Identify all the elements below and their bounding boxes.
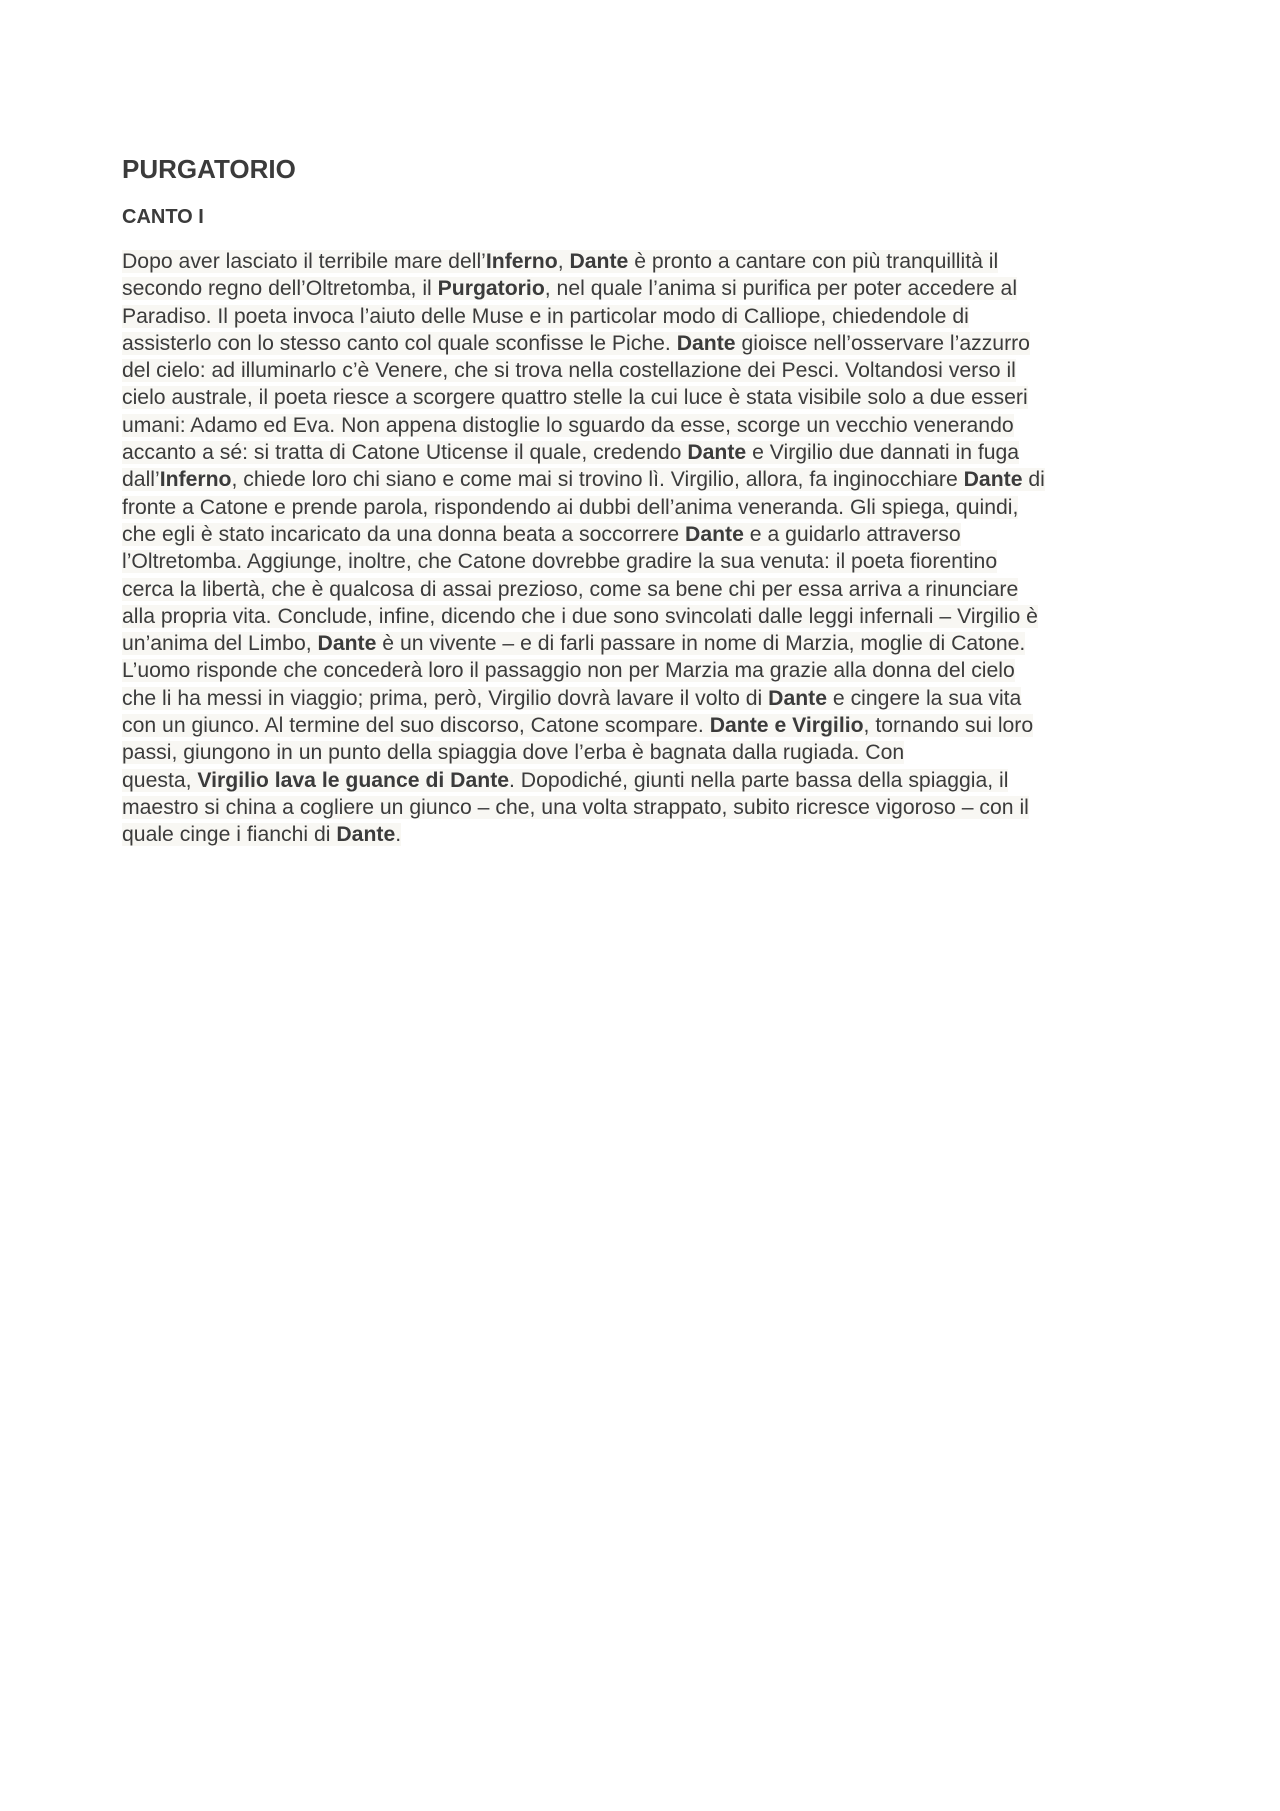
bold-text: Dante [685,522,744,546]
text-run: fronte a Catone e prende parola, rispondendo ai dubbi dell’anima veneranda. Gli spiega, quindi, [122,495,1019,519]
paragraph-line [122,466,1045,493]
text-run: e a guidarlo attraverso [743,522,961,546]
paragraph-line [122,521,1045,548]
paragraph-line [122,821,1045,848]
text-run: questa, [122,768,198,792]
bold-text: Dante [317,632,377,656]
bold-text: Dante [676,331,736,355]
text-run: assisterlo con lo stesso canto col quale sconfisse le Piche. [122,331,677,355]
text-run: passi, giungono in un punto della spiaggia dove l’erba è bagnata dalla rugiada. Con [122,741,905,765]
bold-text: Dante e Virgilio [709,714,864,738]
paragraph-line [122,576,1045,603]
paragraph-line [122,330,1045,357]
paragraph-line [122,767,1045,794]
paragraph-line [122,439,1045,466]
paragraph-line [122,275,1045,302]
text-run: maestro si china a cogliere un giunco – che, una volta strappato, subito ricresce vigoroso – con il [122,795,1029,819]
paragraph-line [122,794,1045,821]
paragraph-line [122,685,1045,712]
text-run: , nel quale l’anima si purifica per poter accedere al [544,277,1018,301]
paragraph-line [122,248,1045,275]
paragraph-line [122,494,1045,521]
text-run: del cielo: ad illuminarlo c’è Venere, che si trova nella costellazione dei Pesci. Voltandosi verso il [122,359,1016,383]
text-run: che egli è stato incaricato da una donna beata a soccorrere [122,522,686,546]
text-run: . Dopodiché, giunti nella parte bassa della spiaggia, il [509,768,1009,792]
text-run: L’uomo risponde che concederà loro il passaggio non per Marzia ma grazie alla donna del cielo [122,659,1015,683]
text-run: , tornando sui loro [863,714,1034,738]
text-run: , chiede loro chi siano e come mai si trovino lì. Virgilio, allora, fa inginocchiare [231,468,964,492]
bold-text: Dante [569,250,629,273]
text-run: secondo regno dell’Oltretomba, il [122,277,438,301]
text-run: che li ha messi in viaggio; prima, però, Virgilio dovrà lavare il volto di [122,686,769,710]
document-title: PURGATORIO [122,154,296,184]
bold-text: Dante [963,468,1023,492]
text-run: , [557,250,570,273]
text-run: l’Oltretomba. Aggiunge, inoltre, che Catone dovrebbe gradire la sua venuta: il poeta fiorentino [122,550,998,574]
text-run: con un giunco. Al termine del suo discorso, Catone scompare. [122,714,710,738]
paragraph-line [122,657,1045,684]
text-run: accanto a sé: si tratta di Catone Uticense il quale, credendo [122,441,688,465]
text-run: di [1022,468,1045,492]
text-run: gioisce nell’osservare l’azzurro [735,331,1030,355]
text-run: quale cinge i fianchi di [122,823,337,847]
text-run: è un vivente – e di farli passare in nome di Marzia, moglie di Catone. [376,632,1026,656]
paragraph-line [122,412,1045,439]
paragraph-line [122,357,1045,384]
bold-text: Virgilio lava le guance di Dante [197,768,510,792]
paragraph-line [122,603,1045,630]
text-run: . [395,823,402,847]
text-run: e cingere la sua vita [827,686,1022,710]
text-run: alla propria vita. Conclude, infine, dicendo che i due sono svincolati dalle leggi infernali – Virgilio è [122,604,1038,628]
text-run: è pronto a cantare con più tranquillità il [628,250,999,273]
canto-heading: CANTO I [122,206,204,228]
summary-paragraph [122,248,1045,849]
text-run: un’anima del Limbo, [122,632,318,656]
paragraph-line [122,739,1045,766]
paragraph-line [122,712,1045,739]
text-run: e Virgilio due dannati in fuga [746,441,1020,465]
paragraph-line [122,548,1045,575]
paragraph-line [122,303,1045,330]
text-run: cerca la libertà, che è qualcosa di assai prezioso, come sa bene chi per essa arriva a rinunciare [122,577,1019,601]
bold-text: Dante [768,686,828,710]
paragraph-line [122,630,1045,657]
paragraph-line [122,384,1045,411]
text-run: Dopo aver lasciato il terribile mare dell’ [122,250,486,273]
text-run: umani: Adamo ed Eva. Non appena distoglie lo sguardo da esse, scorge un vecchio venerando [122,413,1014,437]
text-run: Paradiso. Il poeta invoca l’aiuto delle Muse e in particolar modo di Calliope, chiedendole di [122,304,969,328]
bold-text: Inferno [159,468,232,492]
bold-text: Purgatorio [437,277,545,301]
text-run: cielo australe, il poeta riesce a scorgere quattro stelle la cui luce è stata visibile solo a due esseri [122,386,1028,410]
bold-text: Dante [687,441,747,465]
bold-text: Dante [336,823,396,847]
bold-text: Inferno [485,250,558,273]
text-run: dall’ [122,468,160,492]
